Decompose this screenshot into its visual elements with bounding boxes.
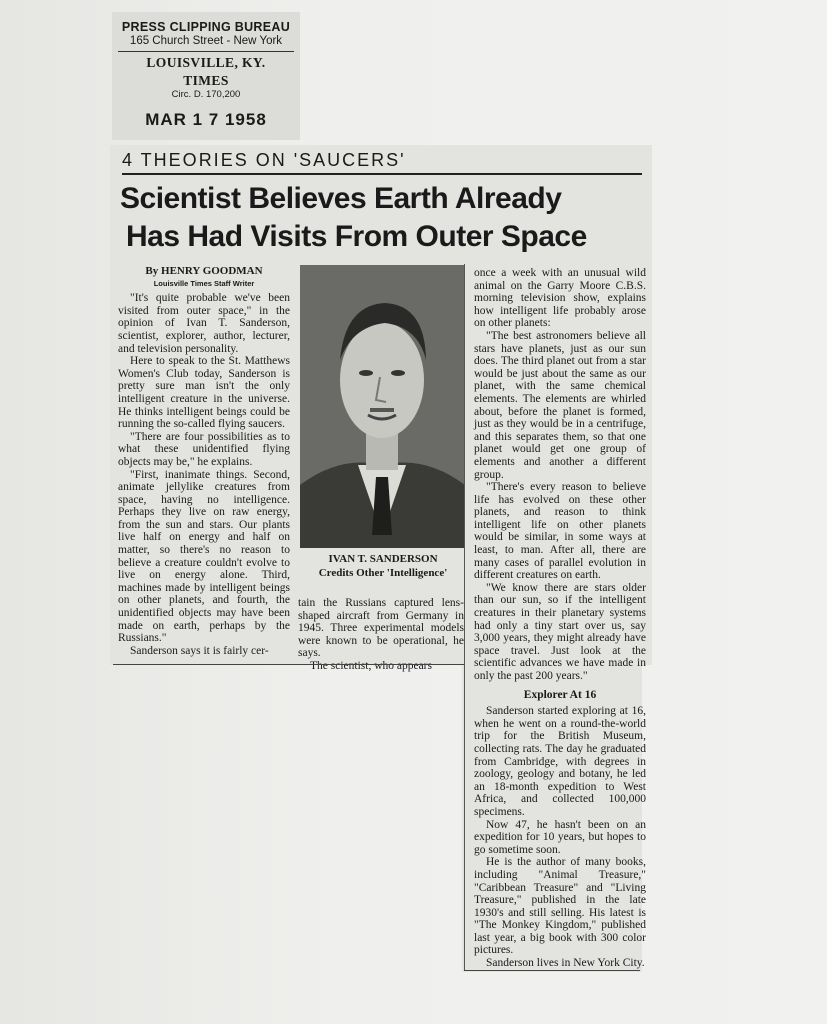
paragraph: Here to speak to the St. Matthews Women's Club today, Sanderson is pretty sure man isn't the only intelligent creature in the universe. He thinks intelligent beings could be running the so-called flying saucers. [118,355,290,431]
caption-text: Credits Other 'Intelligence' [318,567,448,579]
portrait-photo [300,265,465,548]
column-1 [118,265,290,657]
clipping-stamp [112,12,300,140]
article-kicker: 4 THEORIES ON 'SAUCERS' [122,150,642,175]
stamp-address: 165 Church Street - New York [129,35,283,47]
paragraph: Sanderson says it is fairly cer- [130,644,269,657]
column-2 [298,597,464,673]
stamp-paper-name: TIMES [183,73,229,88]
paragraph: Now 47, he hasn't been on an expedition for 10 years, but hopes to go sometime soon. [474,818,646,856]
stamp-date: MAR 1 7 1958 [145,110,267,129]
paragraph: "There's every reason to believe life has evolved on these other planets, and reason to think intelligent life on other planets would be similar, in some ways at least, to man. After all, there are many cases of parallel evolution in different creatures on earth. [474,481,646,582]
stamp-rule [118,51,294,52]
byline: By HENRY GOODMAN [145,265,263,277]
paragraph: Sanderson lives in New York City. [486,957,645,970]
paragraph: tain the Russians captured lens-shaped aircraft from Germany in 1945. Three experimental models were known to be operational, he says. [298,597,464,660]
stamp-bureau: PRESS CLIPPING BUREAU [121,20,291,34]
paragraph: "There are four possibilities as to what these unidentified flying objects may be," he explains. [118,430,290,468]
paragraph: "We know there are stars older than our sun, so if the intelligent creatures in their planetary systems had only a tiny start over us, say 3,000 years, they might already have space travel. Just look at the scientific advances we have made in only the past 200 years." [474,581,646,682]
stamp-paper: LOUISVILLE, KY. [146,55,266,70]
photo-caption [298,552,468,580]
portrait-illustration [300,265,465,548]
caption-name: IVAN T. SANDERSON [328,553,438,565]
paragraph: "First, inanimate things. Second, animate jellylike creatures from space, having no intelligence. Perhaps they live on raw energy, from the sun and stars. Our plants live half on energy and half on matter, so there's no reason to believe a creature couldn't evolve to live on energy alone. Third, machines made by intelligent beings on other planets, and fourth, the unidentified objects may have been made on earth, perhaps by the Russians." [118,468,290,645]
paragraph: The scientist, who appears [310,659,432,672]
stamp-circulation: Circ. D. 170,200 [171,89,241,100]
end-rule [464,970,640,971]
paragraph: once a week with an unusual wild animal on the Garry Moore C.B.S. morning television show, explains how intelligent life probably arose on other planets: [474,267,646,330]
paragraph: He is the author of many books, including "Animal Treasure," "Caribbean Treasure" and "Living Treasure," published in the late 1930's and still selling. His latest is "The Monkey Kingdom," published last year, a big book with 300 color pictures. [474,856,646,957]
bottom-rule [113,664,465,665]
subhead: Explorer At 16 [523,688,597,701]
paragraph: Sanderson started exploring at 16, when he went on a round-the-world trip for the British Museum, collecting rats. The day he graduated from Cambridge, with degrees in zoology, geology and botany, he led an 18-month expedition to West Africa, and collected 100,000 specimens. [474,705,646,818]
staff-line: Louisville Times Staff Writer [153,278,255,288]
headline-line-2: Has Had Visits From Outer Space [126,220,587,253]
paragraph: "The best astronomers believe all stars have planets, just as our sun does. The third planet out from a star would be just about the same as our planet, with the same chemical elements. The elements are whirled about, before the planet is formed, just as they would be in a centrifuge, and this separates them, so that one planet would get one group of elements and another a different group. [474,329,646,481]
column-rule [464,264,465,970]
paragraph: "It's quite probable we've been visited from outer space," in the opinion of Ivan T. Sanderson, scientist, explorer, author, lecturer, and television personality. [118,292,290,355]
headline-line-1: Scientist Believes Earth Already [120,182,562,215]
article-headline [120,180,650,256]
column-3 [474,267,646,970]
